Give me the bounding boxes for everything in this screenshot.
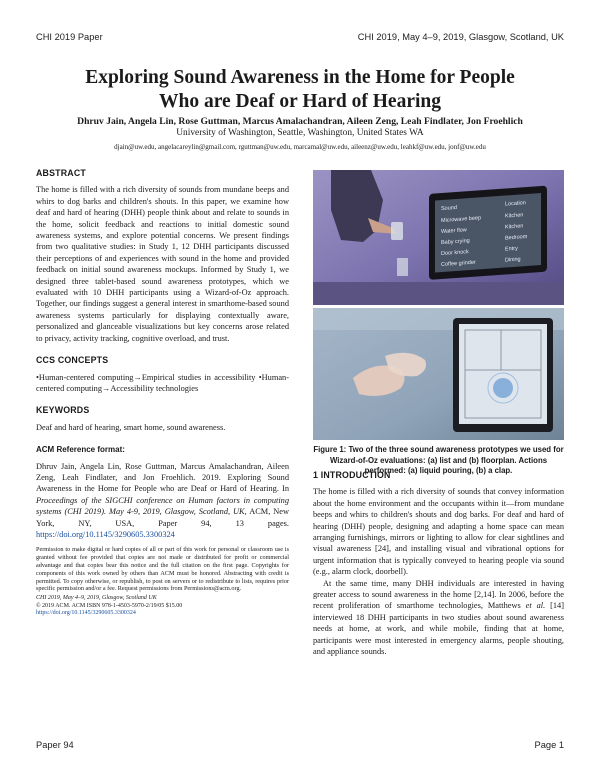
permission-notice: Permission to make digital or hard copies of all or part of this work for personal or classroom use is granted without fee provided that copies are not made or distributed for profit or commercial advantage and that copies bear this notice and the full citation on the first page. Copyrights for components of this work owned by others than ACM must be honored. Abstracting with credit is permitted. To copy otherwise, or republish, to post on servers or to redistribute to lists, requires prior specific permission and/or a fee. Request permissions from Permissions@acm.org. — [36, 546, 289, 593]
title-line-2: Who are Deaf or Hard of Hearing — [159, 91, 441, 112]
acm-reference-text — [36, 461, 289, 541]
keywords-heading: KEYWORDS — [36, 405, 90, 416]
floorplan-screen — [459, 324, 547, 424]
ccs-text: •Human-centered computing→Empirical studies in accessibility •Human-centered computing→Accessibility technologies — [36, 372, 289, 393]
list-row-1-sound: Microwave beep — [441, 215, 481, 225]
running-header-left: CHI 2019 Paper — [36, 32, 103, 42]
list-row-3-location: Bedroom — [505, 234, 528, 242]
acm-reference-venue: Proceedings of the SIGCHI conference on Human factors in computing systems (CHI 2019). May 4-9, 2019, Glasgow, Scotland, UK, — [36, 495, 289, 517]
acm-reference-heading: ACM Reference format: — [36, 445, 125, 455]
counter-surface — [313, 282, 564, 305]
acm-reference-part-a: Dhruv Jain, Angela Lin, Rose Guttman, Marcus Amalachandran, Aileen Zeng, Leah Findlater, and Jon Froehlich. 2019. Exploring Sound Awareness in the Home for People who are Deaf or Hard of Hearing. In — [36, 461, 289, 494]
tablet-list-prototype — [429, 186, 547, 280]
glass-icon — [397, 258, 408, 276]
tablet-floorplan-prototype — [453, 318, 553, 432]
list-row-4-location: Entry — [505, 245, 518, 253]
ccs-heading: CCS CONCEPTS — [36, 355, 109, 366]
list-row-4-sound: Door knock — [441, 249, 469, 258]
author-list: Dhruv Jain, Angela Lin, Rose Guttman, Marcus Amalachandran, Aileen Zeng, Leah Findlater, Jon Froehlich — [77, 116, 523, 127]
intro-p2-etal: et al. — [525, 601, 546, 611]
paper-title — [40, 66, 560, 114]
running-header-right: CHI 2019, May 4–9, 2019, Glasgow, Scotland, UK — [357, 32, 564, 42]
list-row-5-sound: Coffee grinder — [441, 259, 476, 269]
doi-link[interactable]: https://doi.org/10.1145/3290605.3300324 — [36, 610, 136, 617]
author-emails: djain@uw.edu, angelacareylin@gmail.com, rguttman@uw.edu, marcamal@uw.edu, aileenz@uw.edu, leahkf@uw.edu, jonf@uw.edu — [114, 143, 486, 151]
acm-reference-doi-link[interactable]: https://doi.org/10.1145/3290605.3300324 — [36, 529, 175, 539]
abstract-text: The home is filled with a rich diversity of sounds from mundane beeps and whirs to dog barks and children's shouts. In this paper, we examine how deaf and hard of hearing (DHH) people think about and relate to sounds in the home, solicit feedback and reactions to initial domestic sound awareness systems, and explore potential concerns. We present findings from two qualitative studies: in Study 1, 12 DHH participants discussed their perceptions of and experiences with sound in the home and provided feedback on initial sound awareness mockups. Informed by Study 1, we designed three tablet-based sound awareness prototypes, which we evaluated with 10 DHH participants using a Wizard-of-Oz approach. Together, our findings suggest a general interest in smarthome-based sound awareness systems particularly for displaying contextually aware, personalized and glanceable visualizations but key concerns arose related to privacy, activity tracking, cognitive overload, and trust. — [36, 185, 289, 343]
title-line-1: Exploring Sound Awareness in the Home for People — [85, 67, 515, 88]
introduction-paragraph-1: The home is filled with a rich diversity of sounds that convey information about the home environment and the occupants within it—from mundane beeps and whirs to children's shouts and dog barks. For deaf and hard of hearing (DHH) people, designing and adapting a home space can mean arranging furnishings, mirrors or lighting to allow for clear sightlines and visual awareness [24], and installing visual and vibrational options for urgent information that is typically conveyed to hearing people via sound (e.g., alarm clock, doorbell). — [313, 487, 564, 577]
intro-p2-part-a: At the same time, many DHH individuals are interested in having greater access to sound awareness in the home [2,14]. In 2006, before the recent proliferation of smarthome technologies, Matthews — [313, 578, 564, 611]
list-row-3-sound: Baby crying — [441, 238, 470, 247]
conference-line-text: CHI 2019, May 4–9, 2019, Glasgow, Scotland UK — [36, 595, 157, 602]
figure-caption: Figure 1: Two of the three sound awareness prototypes we used for Wizard-of-Oz evaluations: (a) list and (b) floorplan. Actions performed: (a) liquid pouring, (b) a clap. — [313, 445, 564, 475]
list-row-2-sound: Water flow — [441, 227, 467, 236]
list-header-sound: Sound — [441, 204, 457, 213]
copyright-line: © 2019 ACM. ACM ISBN 978-1-4503-5970-2/19/05 $15.00 — [36, 602, 183, 609]
abstract-heading: ABSTRACT — [36, 168, 86, 178]
footer-page-number: Page 1 — [534, 740, 564, 750]
pitcher-icon — [391, 222, 403, 240]
left-column — [36, 168, 289, 618]
sound-location-marker — [493, 378, 513, 398]
figure-photo-list-prototype — [313, 170, 564, 305]
figure-photo-floorplan-prototype — [313, 308, 564, 440]
footer-paper-number: Paper 94 — [36, 740, 74, 750]
intro-p2-part-b: [14] interviewed 18 DHH participants in two studies about sound awareness needs at home, at work, and while mobile, finding that at home, participants were most interested in emergency alarms, people shouting, and appliance sounds. — [313, 601, 564, 657]
affiliation: University of Washington, Seattle, Washington, United States WA — [176, 128, 424, 138]
introduction-paragraph-2 — [313, 578, 564, 658]
list-row-5-location: Dining — [505, 256, 521, 264]
list-header-location: Location — [505, 200, 526, 208]
right-column — [313, 470, 564, 658]
acm-reference-part-b: ACM, New York, NY, USA, Paper 94, 13 pages. — [36, 507, 289, 528]
list-row-1-location: Kitchen — [505, 212, 524, 220]
keywords-text: Deaf and hard of hearing, smart home, sound awareness. — [36, 422, 226, 432]
conference-line — [36, 595, 289, 603]
list-row-2-location: Kitchen — [505, 223, 524, 231]
introduction-heading: 1 INTRODUCTION — [313, 470, 391, 480]
